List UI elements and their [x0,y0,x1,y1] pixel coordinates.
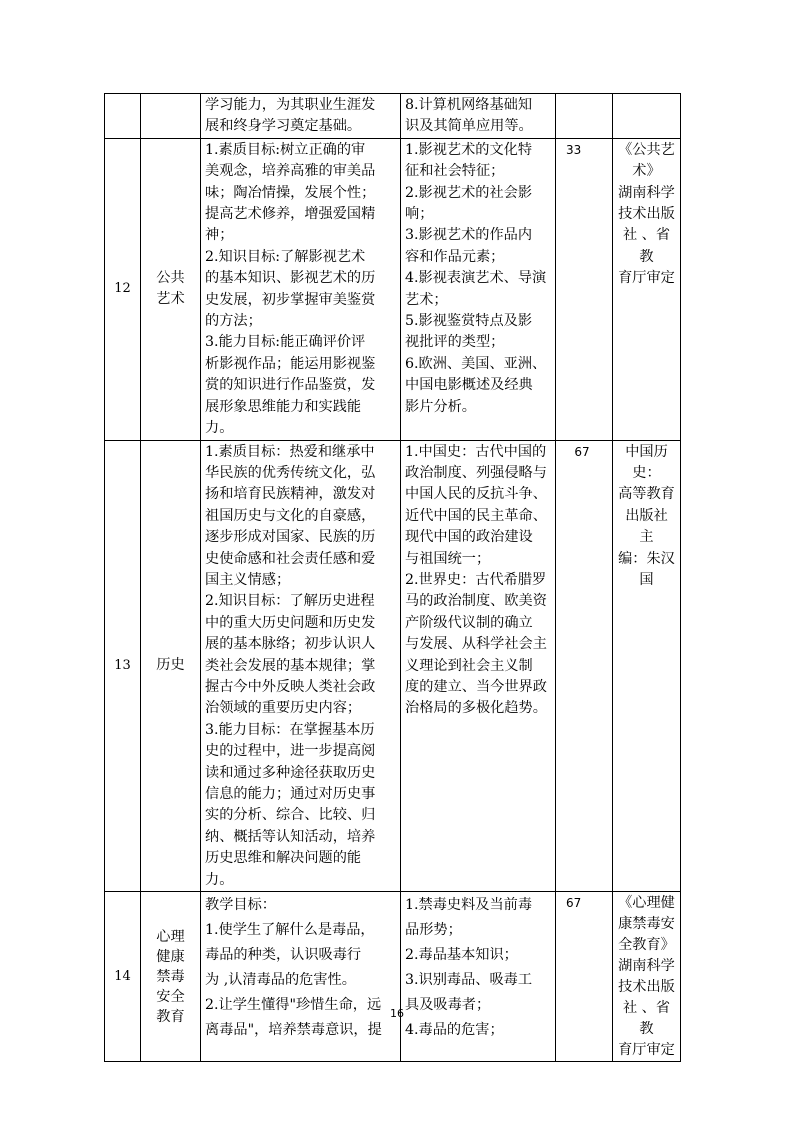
cell-line: 治领域的重要历史内容； [205,700,362,717]
cell-line: 6.欧洲、美国、亚洲、 [405,355,547,372]
cell-line: 2.世界史：古代希腊罗 [405,571,547,588]
table-row [105,138,681,440]
goals-cell [201,892,401,1062]
textbook-cell [613,94,681,139]
cell-line: 类社会发展的基本规律；掌 [205,657,376,674]
table-row [105,892,681,1062]
cell-line: 心理 [156,928,185,945]
cell-line: 健康 [156,948,185,965]
cell-line: 社 、省教 [622,227,671,265]
cell-line: 国主义情感； [205,571,291,588]
cell-line: 1.禁毒史料及当前毒 [405,897,533,914]
cell-line: 识及其简单应用等。 [405,118,533,135]
cell-line: 《心理健 [618,895,675,912]
cell-line: 1.影视艺术的文化特 [405,141,533,158]
cell-line: 2.知识目标：了解历史进程 [205,593,375,610]
cell-line: 编：朱汉国 [618,550,675,588]
cell-line: 高等教育 [618,486,675,503]
cell-line: 全教育》 [618,937,675,954]
table-row [105,440,681,892]
cell-line: 读和通过多种途径获取历史 [205,764,376,781]
cell-line: 育厅审定 [618,1042,675,1059]
cell-line: 史的过程中，进一步提高阅 [205,743,376,760]
cell-line: 华民族的优秀传统文化，弘 [205,464,376,481]
cell-line: 容和作品元素； [405,248,505,265]
hours-cell: 67 [556,892,613,1062]
textbook-cell [613,440,681,892]
cell-line: 逐步形成对国家、民族的历 [205,529,376,546]
cell-line: 术》 [632,163,661,180]
cell-line: 育厅审定 [618,270,675,287]
cell-line: 与发展、从科学社会主 [405,636,547,653]
cell-line: 的方法； [205,313,262,330]
cell-line: 3.能力目标:能正确评价评 [205,334,366,351]
cell-line: 中国人民的反抗斗争、 [405,486,547,503]
cell-line: 力。 [205,420,234,437]
cell-line: 技术出版 [618,979,675,996]
row-number-cell: 12 [105,138,141,440]
cell-line: 中的重大历史问题和历史发 [205,614,376,631]
cell-line: 具及吸毒者； [405,997,491,1014]
curriculum-table [104,93,681,1062]
course-name-cell [141,440,201,892]
cell-line: 2.毒品基本知识； [405,947,518,964]
cell-line: 实的分析、综合、比较、归 [205,807,376,824]
cell-line: 中国历史： [625,443,668,481]
cell-line: 4.影视表演艺术、导演 [405,270,547,287]
hours-cell: 33 [556,138,613,440]
row-number-cell: 14 [105,892,141,1062]
course-name-cell [141,138,201,440]
content-cell [401,440,556,892]
cell-line: 艺术 [156,291,185,308]
cell-line: 教育 [156,1008,185,1025]
textbook-cell [613,138,681,440]
cell-line: 握古今中外反映人类社会政 [205,678,376,695]
cell-line: 2.影视艺术的社会影 [405,184,533,201]
content-cell [401,892,556,1062]
cell-line: 马的政治制度、欧美资 [405,593,547,610]
cell-line: 产阶级代议制的确立 [405,614,533,631]
cell-line: 史使命感和社会责任感和爱 [205,550,376,567]
cell-line: 析影视作品；能运用影视鉴 [205,355,376,372]
cell-line: 2.让学生懂得"珍惜生命，远 [205,997,382,1014]
cell-line: 毒品的种类，认识吸毒行 [205,947,362,964]
cell-line: 影片分析。 [405,398,476,415]
cell-line: 赏的知识进行作品鉴赏，发 [205,377,376,394]
cell-line: 政治制度、列强侵略与 [405,464,547,481]
cell-line: 安全 [156,988,185,1005]
row-number-cell: 13 [105,440,141,892]
cell-line: 提高艺术修养，增强爱国精 [205,206,376,223]
table-row [105,94,681,139]
cell-line: 史发展，初步掌握审美鉴赏 [205,291,376,308]
goals-cell [201,440,401,892]
cell-line: 治格局的多极化趋势。 [405,700,547,717]
cell-line: 2.知识目标:了解影视艺术 [205,248,366,265]
cell-line: 中国电影概述及经典 [405,377,533,394]
cell-line: 近代中国的民主革命、 [405,507,547,524]
cell-line: 的基本知识、影视艺术的历 [205,270,376,287]
cell-line: 义理论到社会主义制 [405,657,533,674]
cell-line: 公共 [156,269,185,286]
cell-line: 湖南科学 [618,958,675,975]
cell-line: 味；陶冶情操，发展个性； [205,184,376,201]
hours-cell: 67 [556,440,613,892]
cell-line: 纳、概括等认知活动，培养 [205,828,376,845]
cell-line: 展的基本脉络；初步认识人 [205,636,376,653]
course-name-cell [141,94,201,139]
cell-line: 1.中国史：古代中国的 [405,443,547,460]
cell-line: 力。 [205,871,234,888]
cell-line: 展形象思维能力和实践能 [205,398,362,415]
cell-line: 历史思维和解决问题的能 [205,850,362,867]
cell-line: 品形势； [405,922,462,939]
cell-line: 响； [405,206,434,223]
cell-line: 祖国历史与文化的自豪感， [205,507,376,524]
cell-line: 1.使学生了解什么是毒品， [205,922,375,939]
cell-line: 信息的能力；通过对历史事 [205,786,376,802]
cell-line: 度的建立、当今世界政 [405,678,547,695]
cell-line: 艺术； [405,291,448,308]
cell-line: 与祖国统一； [405,550,491,567]
cell-line: 美观念，培养高雅的审美品 [205,163,376,180]
goals-cell [201,138,401,440]
cell-line: 扬和培育民族精神，激发对 [205,486,376,503]
cell-line: 康禁毒安 [618,916,675,933]
cell-line: 教学目标： [205,897,276,914]
cell-line: 5.影视鉴赏特点及影 [405,313,533,330]
content-cell [401,138,556,440]
cell-line: 出版社 主 [625,507,668,546]
cell-line: 禁毒 [156,968,185,985]
content-cell [401,94,556,139]
textbook-cell [613,892,681,1062]
cell-line: 1.素质目标：热爱和继承中 [205,443,375,460]
cell-line: 历史 [156,657,185,674]
cell-line: 学习能力，为其职业生涯发 [205,97,376,113]
cell-line: 1.素质目标:树立正确的审 [205,141,366,158]
cell-line: 现代中国的政治建设 [405,529,533,546]
cell-line: 湖南科学 [618,184,675,201]
page-number: 16 [390,1007,404,1020]
cell-line: 技术出版 [618,206,675,223]
goals-cell [201,94,401,139]
cell-line: 3.识别毒品、吸毒工 [405,972,533,989]
cell-line: 《公共艺 [618,141,675,158]
cell-line: 展和终身学习奠定基础。 [205,118,362,135]
cell-line: 3.能力目标：在掌握基本历 [205,721,375,738]
hours-cell [556,94,613,139]
cell-line: 视批评的类型； [405,334,505,351]
row-number-cell [105,94,141,139]
cell-line: 4.毒品的危害； [405,1022,504,1039]
cell-line: 社 、省教 [622,1000,671,1038]
course-name-cell [141,892,201,1062]
cell-line: 3.影视艺术的作品内 [405,227,533,244]
cell-line: 离毒品"，培养禁毒意识，提 [205,1022,382,1039]
cell-line: 为 ,认清毒品的危害性。 [205,972,356,989]
cell-line: 征和社会特征； [405,163,505,180]
cell-line: 神； [205,227,234,244]
cell-line: 8.计算机网络基础知 [405,97,533,113]
